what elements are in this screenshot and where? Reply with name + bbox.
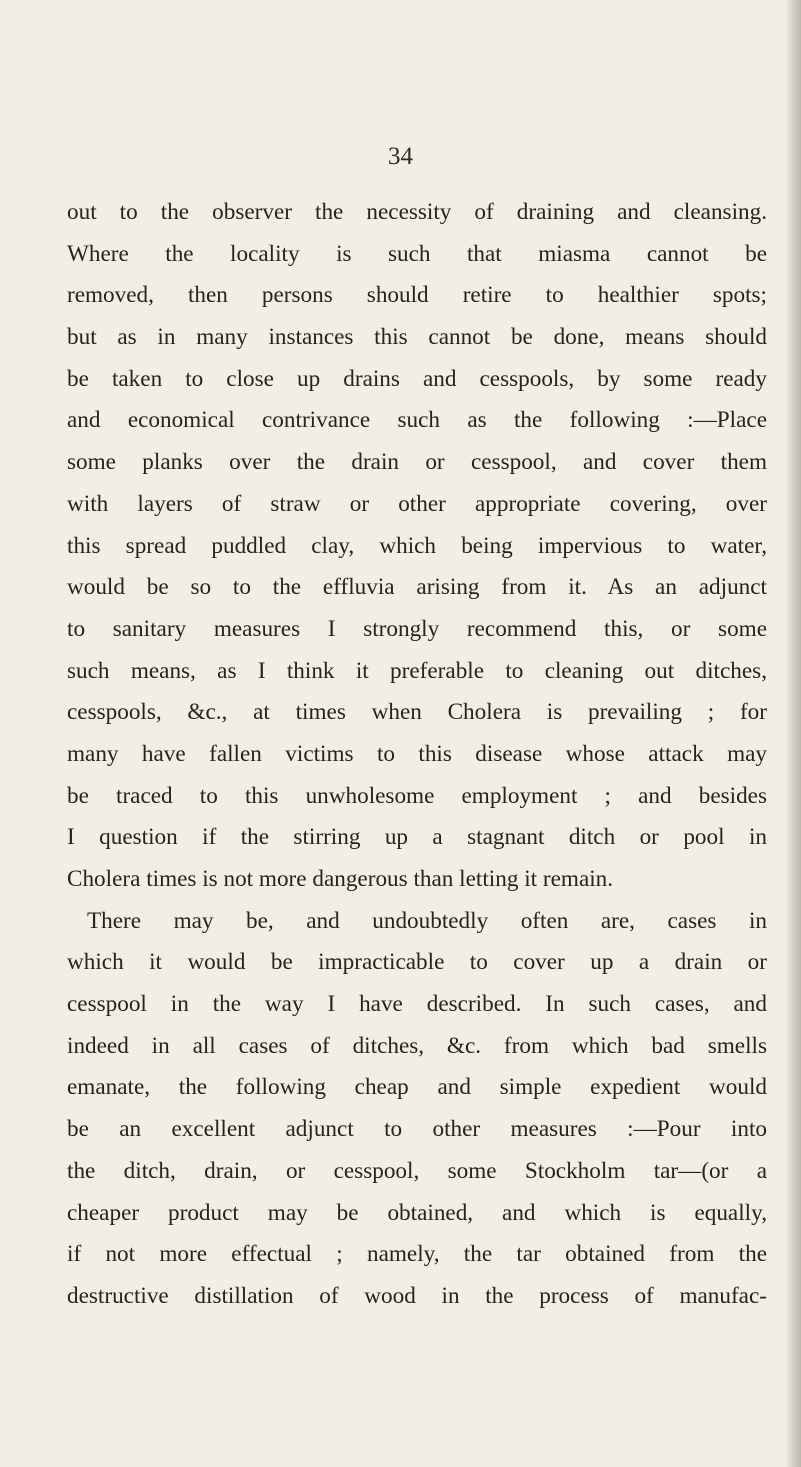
text-line: many have fallen victims to this disease whose attack may (67, 740, 767, 767)
text-line: indeed in all cases of ditches, &c. from which bad smells (67, 1032, 767, 1059)
text-line: be taken to close up drains and cesspools, by some ready (67, 365, 767, 392)
text-line: out to the observer the necessity of draining and cleansing. (67, 199, 767, 225)
text-line: the ditch, drain, or cesspool, some Stockholm tar—(or a (67, 1157, 767, 1184)
text-line: Cholera times is not more dangerous than letting it remain. (67, 866, 614, 892)
page-edge-shadow (785, 0, 801, 1467)
text-line: There may be, and undoubtedly often are, cases in (87, 907, 767, 934)
text-line: would be so to the effluvia arising from it. As an adjunct (67, 574, 767, 601)
text-line: I question if the stirring up a stagnant ditch or pool in (67, 824, 767, 851)
text-line: which it would be impracticable to cover up a drain or (67, 949, 767, 976)
text-line: some planks over the drain or cesspool, and cover them (67, 449, 767, 476)
page-number: 34 (388, 143, 413, 170)
text-line: this spread puddled clay, which being impervious to water, (67, 532, 767, 559)
text-line: Where the locality is such that miasma cannot be (67, 240, 767, 267)
text-line: be an excellent adjunct to other measures :—Pour into (67, 1116, 767, 1143)
text-line: such means, as I think it preferable to cleaning out ditches, (67, 657, 767, 684)
text-line: but as in many instances this cannot be done, means should (67, 324, 767, 351)
text-line: cesspools, &c., at times when Cholera is prevailing ; for (67, 699, 767, 726)
text-line: to sanitary measures I strongly recommend this, or some (67, 615, 767, 642)
text-line: emanate, the following cheap and simple expedient would (67, 1074, 767, 1101)
text-line: be traced to this unwholesome employment ; and besides (67, 782, 767, 809)
text-line: cesspool in the way I have described. In such cases, and (67, 991, 767, 1018)
text-line: cheaper product may be obtained, and which is equally, (67, 1199, 767, 1226)
text-line: destructive distillation of wood in the process of manufac- (67, 1282, 767, 1309)
text-line: and economical contrivance such as the following :—Place (67, 407, 767, 434)
text-line: with layers of straw or other appropriate covering, over (67, 490, 767, 517)
text-line: removed, then persons should retire to healthier spots; (67, 282, 767, 309)
body-text (67, 192, 767, 1318)
text-line: if not more effectual ; namely, the tar obtained from the (67, 1241, 767, 1268)
